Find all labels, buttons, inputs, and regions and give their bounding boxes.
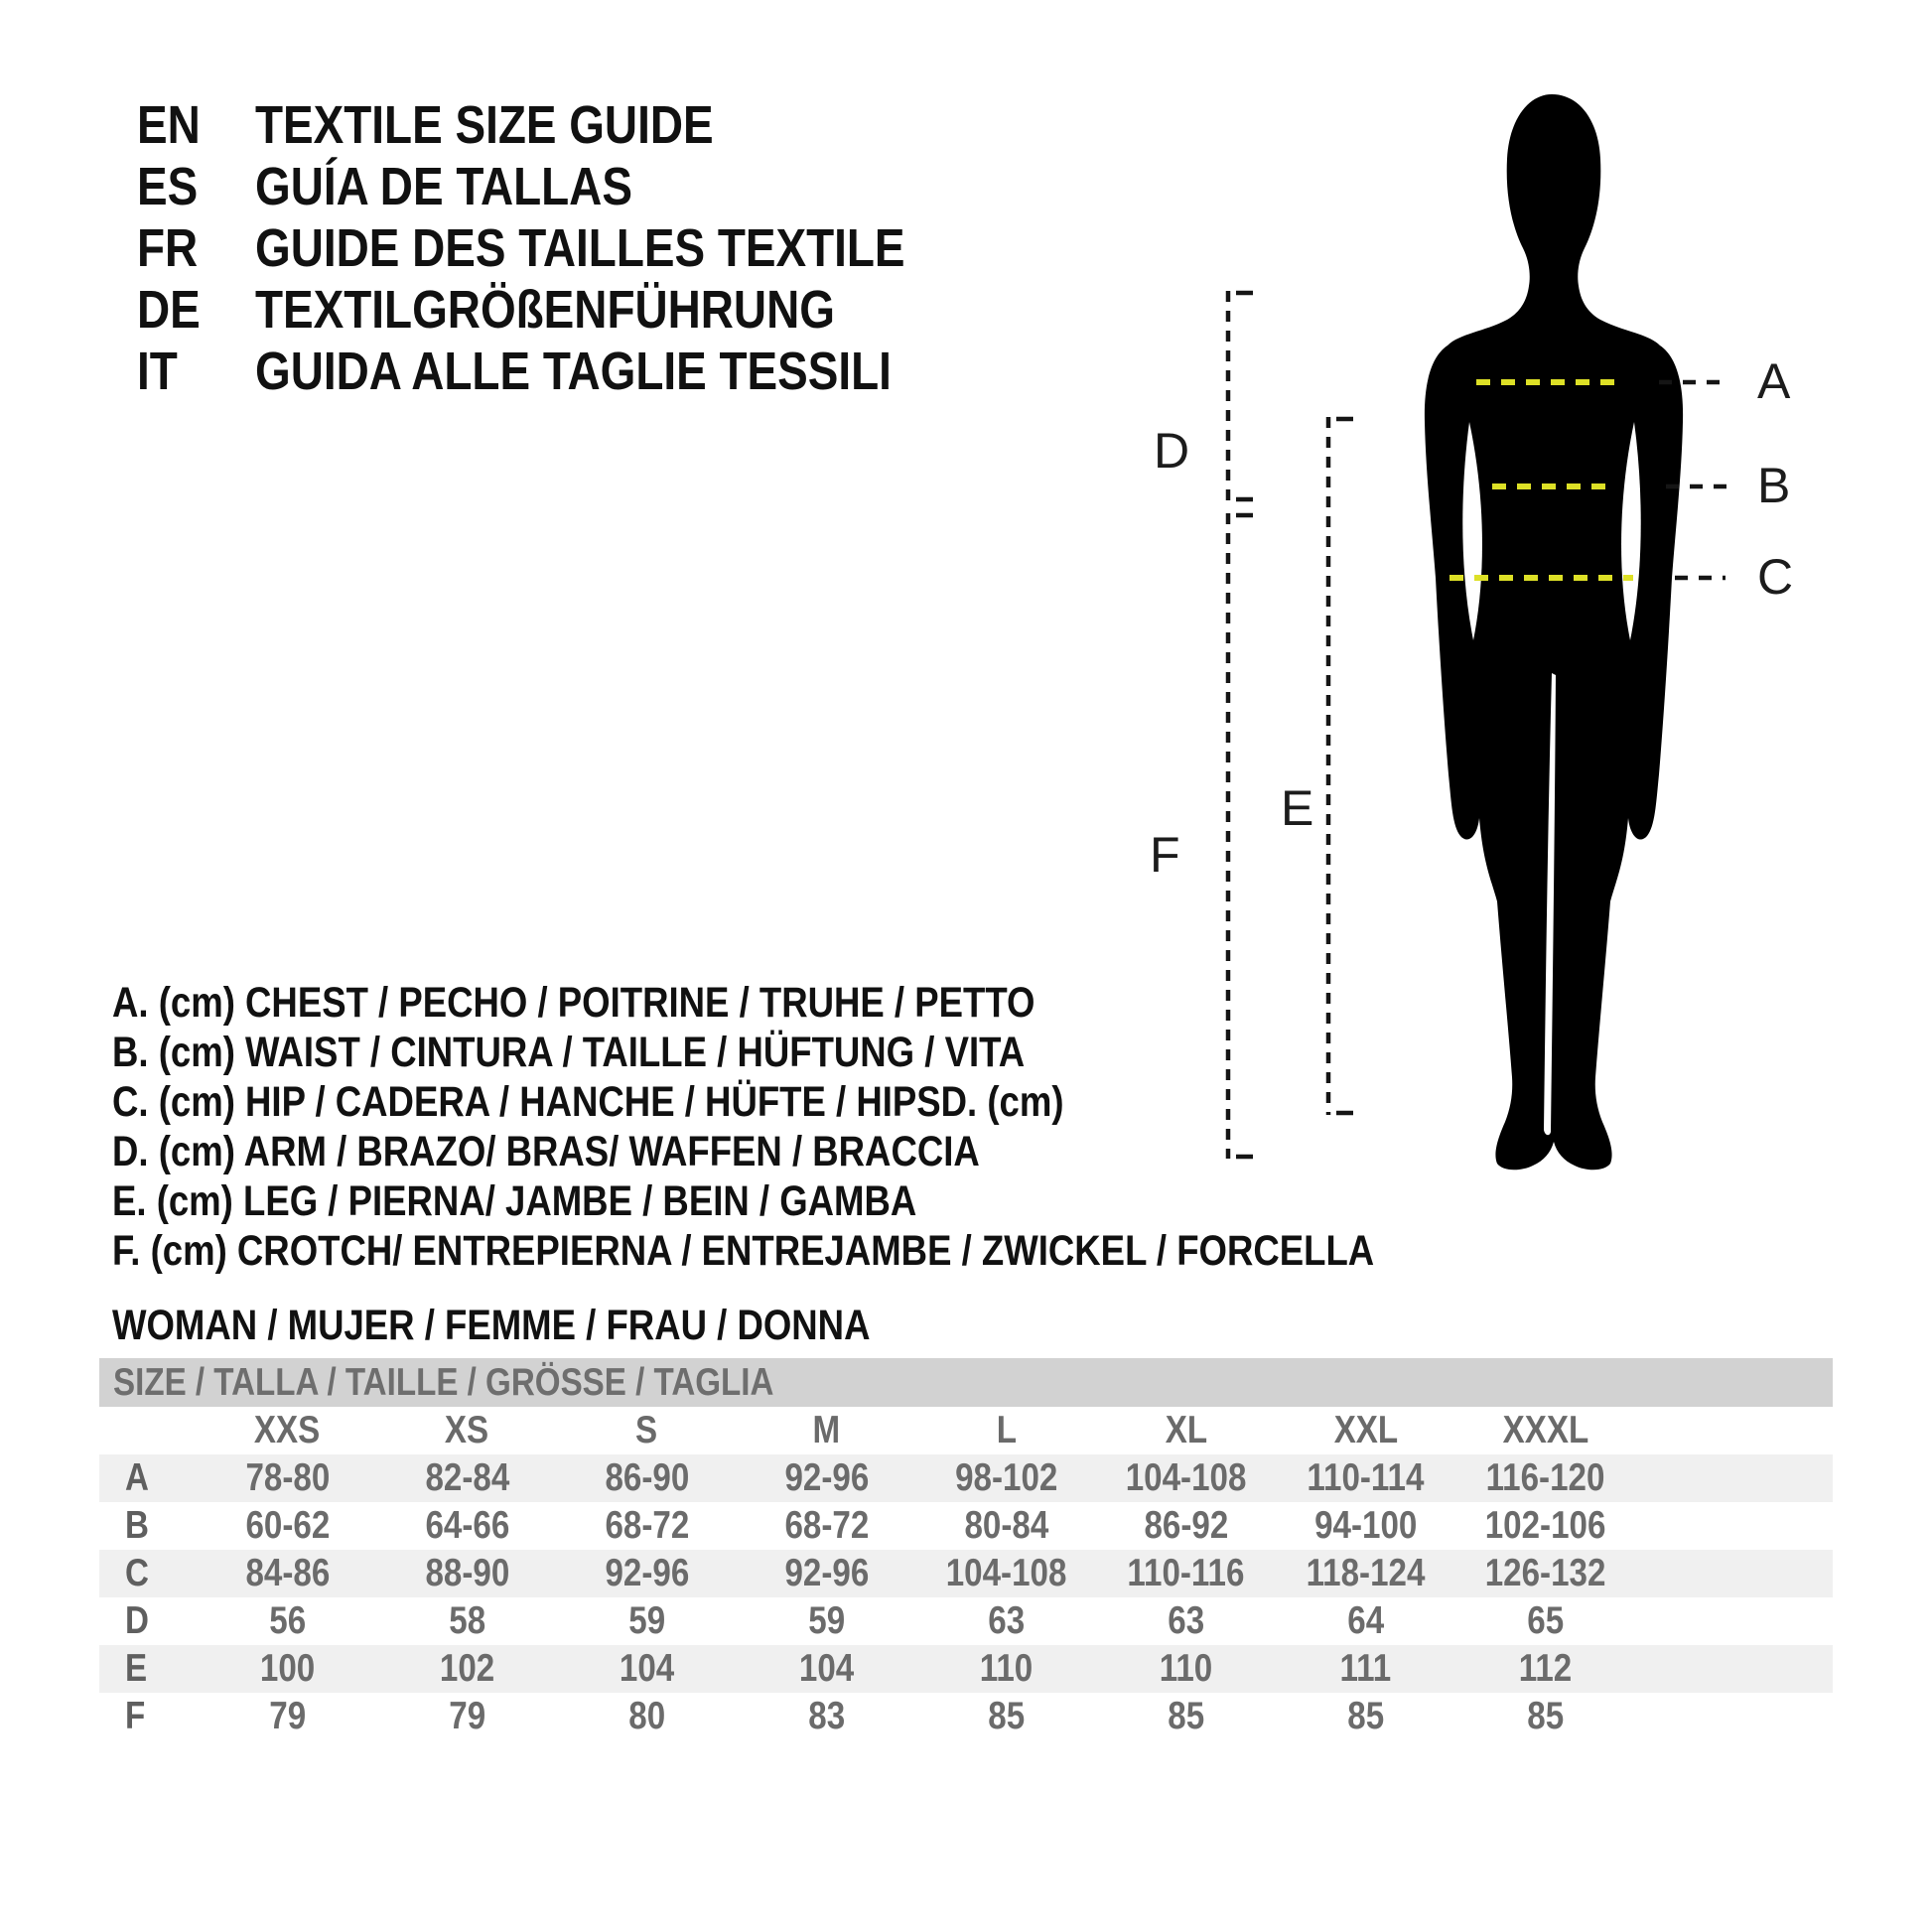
- measurement-value: 92-96: [784, 1456, 869, 1499]
- measurement-value: 112: [1518, 1647, 1573, 1690]
- legend-item: A. (cm) CHEST / PECHO / POITRINE / TRUHE / PETTO: [112, 978, 1035, 1027]
- table-row: [99, 1693, 1833, 1740]
- measurement-value: 102: [439, 1647, 495, 1690]
- language-row: [137, 217, 1020, 279]
- legend-item: D. (cm) ARM / BRAZO/ BRAS/ WAFFEN / BRACCIA: [112, 1127, 980, 1175]
- language-code: FR: [137, 218, 199, 278]
- measurement-value: 110: [1159, 1647, 1213, 1690]
- marker-label-D: D: [1154, 423, 1190, 479]
- measurement-value: 118-124: [1306, 1552, 1426, 1594]
- measurement-value: 82-84: [425, 1456, 509, 1499]
- row-label: F: [125, 1695, 146, 1737]
- marker-label-C: C: [1757, 549, 1794, 605]
- measurement-value: 79: [449, 1695, 485, 1737]
- measurement-value: 110-116: [1127, 1552, 1245, 1594]
- measurement-value: 78-80: [245, 1456, 330, 1499]
- measurement-value: 64: [1347, 1599, 1384, 1642]
- language-code: IT: [137, 342, 178, 401]
- measurement-value: 68-72: [784, 1504, 869, 1547]
- measurement-value: 111: [1339, 1647, 1392, 1690]
- size-column-label: S: [635, 1409, 658, 1451]
- language-title: TEXTILGRÖßENFÜHRUNG: [255, 280, 835, 340]
- measurement-value: 59: [808, 1599, 845, 1642]
- row-label: A: [125, 1456, 149, 1499]
- language-title: GUIDE DES TAILLES TEXTILE: [255, 218, 905, 278]
- size-column-label: XXS: [254, 1409, 321, 1451]
- measurement-value: 92-96: [605, 1552, 689, 1594]
- size-column-label: XXL: [1333, 1409, 1398, 1451]
- measurement-value: 85: [1347, 1695, 1384, 1737]
- measurement-value: 102-106: [1484, 1504, 1606, 1547]
- size-table-header: SIZE / TALLA / TAILLE / GRÖSSE / TAGLIA: [113, 1360, 774, 1404]
- measurement-value: 59: [628, 1599, 665, 1642]
- measurement-value: 60-62: [245, 1504, 330, 1547]
- row-label: B: [125, 1504, 149, 1547]
- measurement-value: 86-90: [605, 1456, 689, 1499]
- table-row: [99, 1454, 1833, 1502]
- legend-item: E. (cm) LEG / PIERNA/ JAMBE / BEIN / GAMBA: [112, 1176, 917, 1225]
- marker-label-A: A: [1757, 353, 1791, 409]
- size-column-label: M: [812, 1409, 841, 1451]
- table-row: [99, 1502, 1833, 1550]
- measurement-value: 126-132: [1484, 1552, 1606, 1594]
- size-columns-spacer: [99, 1407, 198, 1454]
- language-title: GUIDA ALLE TAGLIE TESSILI: [255, 342, 892, 401]
- measurement-value: 104: [798, 1647, 855, 1690]
- measurement-legend: [112, 978, 1597, 1276]
- measurement-value: 85: [988, 1695, 1025, 1737]
- measurement-value: 94-100: [1313, 1504, 1418, 1547]
- measurement-value: 116-120: [1485, 1456, 1605, 1499]
- size-column-label: XL: [1165, 1409, 1207, 1451]
- language-title: TEXTILE SIZE GUIDE: [255, 95, 714, 155]
- table-row: [99, 1597, 1833, 1645]
- measurement-value: 80: [628, 1695, 665, 1737]
- measurement-value: 84-86: [245, 1552, 330, 1594]
- language-row: [137, 156, 1020, 217]
- language-row: [137, 279, 1020, 341]
- marker-label-E: E: [1281, 780, 1314, 836]
- language-row: [137, 341, 1020, 402]
- measurement-value: 58: [449, 1599, 485, 1642]
- language-code: DE: [137, 280, 201, 340]
- arm-line-D: [1228, 291, 1253, 501]
- measurement-value: 88-90: [425, 1552, 509, 1594]
- measurement-value: 63: [1168, 1599, 1204, 1642]
- measurement-value: 85: [1527, 1695, 1564, 1737]
- measurement-value: 64-66: [425, 1504, 509, 1547]
- row-label: E: [125, 1647, 148, 1690]
- gender-title: WOMAN / MUJER / FEMME / FRAU / DONNA: [112, 1301, 871, 1349]
- table-row: [99, 1645, 1833, 1693]
- measurement-value: 79: [269, 1695, 306, 1737]
- legend-item: B. (cm) WAIST / CINTURA / TAILLE / HÜFTUNG / VITA: [112, 1028, 1026, 1076]
- legend-item: C. (cm) HIP / CADERA / HANCHE / HÜFTE / HIPSD. (cm): [112, 1077, 1064, 1126]
- measurement-value: 63: [988, 1599, 1025, 1642]
- measurement-value: 56: [269, 1599, 306, 1642]
- language-row: [137, 94, 1020, 156]
- measurement-value: 104: [619, 1647, 675, 1690]
- row-label: D: [125, 1599, 149, 1642]
- size-column-label: L: [996, 1409, 1017, 1451]
- language-code: ES: [137, 157, 199, 216]
- measurement-value: 100: [259, 1647, 316, 1690]
- size-table: [99, 1358, 1833, 1740]
- measurement-value: 86-92: [1144, 1504, 1228, 1547]
- row-label: C: [125, 1552, 149, 1594]
- measurement-value: 98-102: [954, 1456, 1058, 1499]
- language-title: GUÍA DE TALLAS: [255, 157, 632, 216]
- marker-label-F: F: [1150, 827, 1180, 883]
- measurement-value: 83: [808, 1695, 845, 1737]
- legend-item: F. (cm) CROTCH/ ENTREPIERNA / ENTREJAMBE / ZWICKEL / FORCELLA: [112, 1226, 1375, 1275]
- measurement-value: 104-108: [1125, 1456, 1247, 1499]
- marker-label-B: B: [1757, 458, 1791, 513]
- measurement-value: 110-114: [1307, 1456, 1425, 1499]
- table-row: [99, 1550, 1833, 1597]
- measurement-value: 80-84: [964, 1504, 1048, 1547]
- measurement-value: 110: [979, 1647, 1034, 1690]
- measurement-value: 85: [1168, 1695, 1204, 1737]
- measurement-value: 65: [1527, 1599, 1564, 1642]
- size-column-label: XXXL: [1502, 1409, 1588, 1451]
- measurement-value: 68-72: [605, 1504, 689, 1547]
- size-columns-row: [99, 1407, 1833, 1454]
- language-list: [137, 94, 1020, 402]
- measurement-value: 92-96: [784, 1552, 869, 1594]
- measurement-value: 104-108: [945, 1552, 1067, 1594]
- size-column-label: XS: [445, 1409, 489, 1451]
- language-code: EN: [137, 95, 201, 155]
